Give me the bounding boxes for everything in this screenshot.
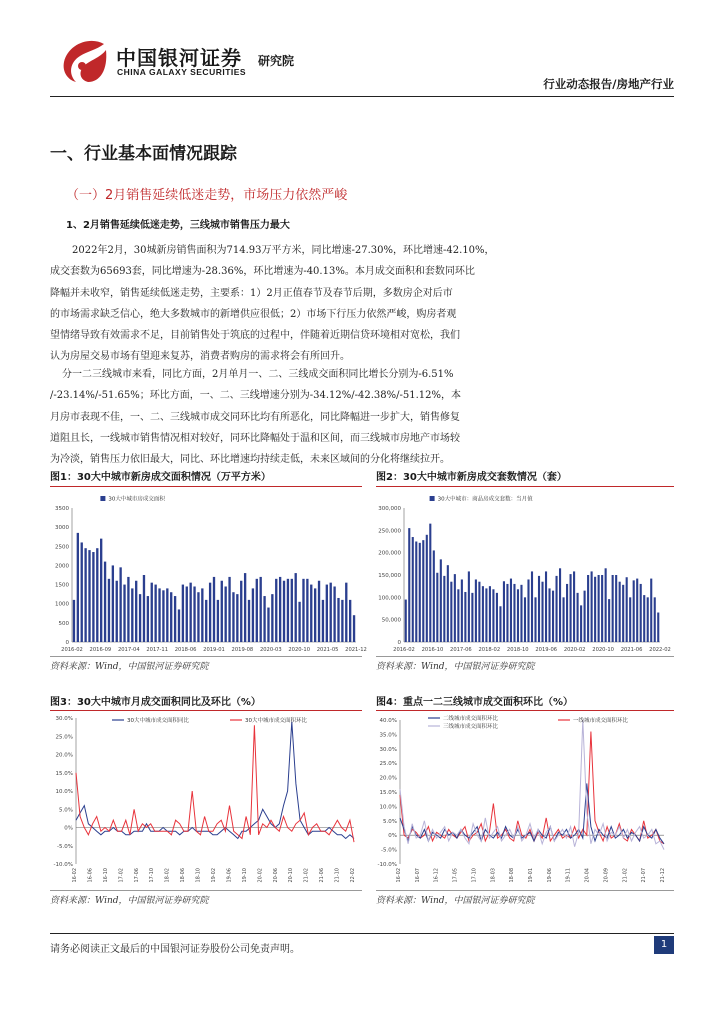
bar	[209, 583, 211, 642]
bar	[408, 528, 410, 642]
bar	[510, 579, 512, 642]
bar	[426, 535, 428, 642]
bar	[552, 591, 554, 642]
x-tick-label: 20-06	[272, 868, 279, 883]
bar	[213, 577, 215, 642]
bar	[337, 598, 339, 642]
bar	[570, 574, 572, 642]
bar	[471, 593, 473, 642]
x-tick-label: 2019-06	[535, 647, 558, 653]
bar	[186, 586, 188, 642]
bar	[81, 542, 83, 642]
legend-swatch	[100, 496, 105, 501]
y-tick-label: 2000	[55, 563, 69, 570]
bar	[306, 579, 308, 642]
bar	[534, 597, 536, 642]
x-tick-label: 21-02	[622, 868, 629, 883]
x-tick-label: 16-07	[414, 868, 421, 883]
x-tick-label: 18-10	[195, 868, 202, 883]
y-tick-label: 5.0%	[59, 807, 73, 814]
x-tick-label: 16-02	[396, 868, 402, 883]
paragraph-1-line: 认为房屋交易市场有望迎来复苏，消费者购房的需求将会有所回升。	[50, 351, 350, 363]
bar	[457, 589, 459, 642]
bar	[615, 575, 617, 642]
x-tick-label: 2016-02	[393, 647, 415, 653]
page-number: 1	[654, 936, 674, 954]
y-tick-label: 30.0%	[379, 746, 397, 753]
bar	[225, 586, 227, 642]
x-tick-label: 2017-11	[146, 647, 169, 653]
x-tick-label: 2021-05	[316, 647, 339, 653]
x-tick-label: 2017-06	[450, 647, 472, 653]
legend-swatch	[430, 496, 435, 501]
bar	[193, 586, 195, 642]
bar	[302, 579, 304, 642]
bar	[135, 581, 137, 642]
bar	[318, 581, 320, 642]
bar	[405, 600, 407, 642]
chart-4-svg	[376, 712, 674, 888]
bar	[636, 579, 638, 642]
legend-label: 30大中城市成交面积同比	[127, 718, 189, 724]
bar	[84, 548, 86, 642]
x-tick-label: 19-06	[546, 868, 553, 883]
bar	[345, 583, 347, 642]
bar	[127, 577, 129, 642]
bar	[221, 581, 223, 642]
figure-3-source: 资料来源：Wind，中国银河证券研究院	[50, 896, 209, 906]
bar	[283, 581, 285, 642]
bar	[492, 589, 494, 642]
y-tick-label: 5.0%	[383, 818, 397, 825]
y-tick-label: 150,000	[378, 573, 401, 579]
x-tick-label: 17-02	[118, 868, 125, 883]
x-tick-label: 2020-10	[288, 647, 311, 653]
bar	[260, 577, 262, 642]
x-tick-label: 21-06	[319, 868, 326, 883]
paragraph-1-line: 望情绪导致有效需求不足，目前销售处于筑底的过程中，伴随着近期信贷环境相对宽松，我们	[50, 330, 460, 342]
figure-1-rule	[50, 486, 362, 487]
legend-label: 30大中城市成交面积环比	[245, 718, 307, 724]
bar	[622, 585, 624, 642]
bar	[236, 594, 238, 642]
x-tick-label: 2019-08	[231, 647, 254, 653]
bar	[271, 594, 273, 642]
bar	[252, 588, 254, 642]
x-tick-label: 20-09	[603, 868, 610, 883]
bar	[326, 585, 328, 642]
x-tick-label: 20-04	[584, 868, 591, 883]
bar	[559, 568, 561, 642]
paragraph-1-line: 降幅并未收窄，销售延续低迷走势，主要系：1）2月正值春节及春节后期，多数房企对后市	[50, 287, 453, 299]
bar	[415, 542, 417, 643]
bar	[594, 577, 596, 642]
bar	[275, 579, 277, 642]
figure-2-source: 资料来源：Wind，中国银河证券研究院	[376, 662, 535, 672]
x-tick-label: 19-11	[565, 868, 572, 883]
chart-1	[50, 488, 367, 656]
y-tick-label: 3500	[55, 506, 69, 512]
bar	[182, 585, 184, 642]
bar	[116, 581, 118, 642]
bar	[166, 588, 168, 642]
x-tick-label: 17-05	[452, 868, 459, 883]
bar	[577, 593, 579, 642]
x-tick-label: 21-10	[334, 868, 341, 883]
bar	[598, 575, 600, 642]
y-tick-label: 500	[58, 620, 69, 627]
chart-3	[50, 712, 362, 888]
bar	[240, 581, 242, 642]
y-tick-label: 15.0%	[379, 790, 397, 796]
y-tick-label: 40.0%	[379, 718, 397, 724]
y-tick-label: 50,000	[381, 617, 401, 624]
bar	[626, 577, 628, 642]
x-tick-label: 18-08	[509, 868, 516, 883]
y-tick-label: 0	[65, 640, 69, 646]
bar	[314, 588, 316, 642]
bar	[650, 579, 652, 642]
bar	[330, 583, 332, 642]
bar	[640, 584, 642, 642]
bar	[412, 537, 414, 642]
x-tick-label: 2021-12	[345, 647, 367, 653]
bar	[647, 597, 649, 642]
x-tick-label: 2018-10	[506, 647, 529, 653]
series-line-2	[76, 725, 354, 842]
bar	[244, 573, 246, 642]
bar	[643, 595, 645, 642]
bar	[178, 609, 180, 642]
bar	[503, 581, 505, 642]
bar	[154, 585, 156, 642]
bar	[205, 600, 207, 642]
y-tick-label: 25.0%	[379, 761, 397, 768]
x-tick-label: 2017-04	[117, 647, 140, 653]
y-tick-label: 20.0%	[379, 775, 397, 782]
bar	[566, 584, 568, 642]
bar	[419, 543, 421, 642]
y-tick-label: -5.0%	[381, 847, 397, 854]
bar	[496, 593, 498, 642]
x-tick-label: 2021-06	[620, 647, 643, 653]
legend-label: 二线城市成交面积环比	[443, 716, 499, 722]
bar	[587, 575, 589, 642]
figure-1-bottom-rule	[50, 656, 362, 657]
bar	[310, 585, 312, 642]
bar	[422, 540, 424, 642]
y-tick-label: 1500	[55, 582, 69, 589]
footer-divider	[50, 933, 674, 934]
x-tick-label: 2018-06	[174, 647, 197, 653]
bar	[657, 613, 659, 642]
bar	[287, 579, 289, 642]
x-tick-label: 19-02	[211, 868, 217, 883]
bar	[475, 579, 477, 642]
bar	[353, 615, 355, 642]
x-tick-label: 19-10	[241, 868, 248, 883]
x-tick-label: 18-02	[164, 868, 171, 883]
bar	[633, 580, 635, 642]
bar	[123, 585, 125, 642]
legend-label: 30大中城市：商品房成交套数：当月值	[437, 496, 533, 503]
x-tick-label: 20-02	[257, 868, 264, 883]
bar	[545, 571, 547, 642]
bar	[88, 550, 90, 642]
x-tick-label: 2022-02	[649, 647, 671, 653]
bar	[478, 582, 480, 642]
bar	[298, 602, 300, 642]
bar	[333, 586, 335, 642]
y-tick-label: 10.0%	[379, 804, 397, 811]
paragraph-1-line: 2022年2月，30城新房销售面积为714.93万平方米，同比增速-27.30%，环比增速-42.10%，	[72, 245, 495, 256]
y-tick-label: 25.0%	[55, 734, 73, 741]
bar	[436, 573, 438, 642]
bar	[267, 608, 269, 642]
figure-1-source: 资料来源：Wind，中国银河证券研究院	[50, 662, 209, 672]
footer-disclaimer: 请务必阅读正文最后的中国银河证券股份公司免责声明。	[50, 944, 300, 955]
bar	[104, 562, 106, 642]
x-tick-label: 21-07	[641, 868, 648, 883]
y-tick-label: 2500	[55, 544, 69, 551]
bar	[429, 524, 431, 642]
paragraph-1	[50, 240, 674, 368]
x-tick-label: 2016-10	[421, 647, 444, 653]
x-tick-label: 2020-02	[563, 647, 586, 653]
x-tick-label: 16-02	[72, 868, 78, 883]
bar	[612, 575, 614, 642]
bar	[158, 588, 160, 642]
bar	[541, 582, 543, 642]
bar	[513, 584, 515, 642]
bar	[527, 579, 529, 642]
bar	[440, 559, 442, 642]
bar	[108, 579, 110, 642]
x-tick-label: 18-03	[490, 868, 497, 883]
bar	[450, 582, 452, 642]
figure-3-title: 图3：30大中城市月成交面积同比及环比（%）	[50, 697, 261, 708]
bar	[291, 579, 293, 642]
legend-label: 一线城市成交面积环比	[573, 718, 629, 724]
y-tick-label: 300,000	[378, 506, 401, 512]
bar	[295, 573, 297, 642]
series-line-1	[400, 732, 664, 844]
bar	[619, 582, 621, 642]
bar	[605, 568, 607, 642]
x-tick-label: 17-06	[133, 868, 140, 883]
y-tick-label: 20.0%	[55, 752, 73, 759]
paragraph-1-line: 的市场需求缺乏信心，绝大多数城市的新增供应很低；2）市场下行压力依然严峻，购房者观	[50, 308, 457, 320]
x-tick-label: 19-06	[226, 868, 233, 883]
figure-4-bottom-rule	[376, 890, 674, 891]
bar	[443, 576, 445, 642]
x-tick-label: 2020-10	[592, 647, 614, 653]
x-tick-label: 16-12	[433, 868, 440, 883]
bar	[461, 579, 463, 642]
bar	[591, 571, 593, 642]
bar	[263, 596, 265, 642]
bar	[201, 588, 203, 642]
series-line-3	[400, 720, 664, 850]
y-tick-label: 1000	[55, 601, 69, 608]
bar	[151, 583, 153, 642]
bar	[499, 606, 501, 642]
x-tick-label: 19-01	[528, 868, 534, 883]
bar	[228, 577, 230, 642]
bar	[131, 588, 133, 642]
legend-label: 30大中城市房成交面积	[108, 496, 165, 503]
bar	[256, 579, 258, 642]
chart-3-svg	[50, 712, 362, 888]
bar	[482, 586, 484, 642]
x-tick-label: 2018-02	[478, 647, 501, 653]
bar	[447, 565, 449, 642]
y-tick-label: 3000	[55, 525, 69, 532]
bar	[92, 552, 94, 642]
y-tick-label: -10.0%	[53, 862, 73, 868]
bar	[73, 600, 75, 642]
bar	[506, 584, 508, 642]
galaxy-logo-icon	[60, 38, 110, 84]
figure-2-rule	[376, 486, 674, 487]
bar	[485, 588, 487, 642]
bar	[349, 600, 351, 642]
logo-english-name: CHINA GALAXY SECURITIES	[117, 67, 247, 77]
bar	[520, 585, 522, 642]
bar	[654, 597, 656, 642]
bar	[573, 571, 575, 642]
figure-1-title: 图1：30大中城市新房成交面积情况（万平方米）	[50, 472, 271, 483]
x-tick-label: 21-12	[660, 868, 666, 883]
chart-2	[376, 488, 674, 656]
bar	[96, 548, 98, 642]
x-tick-label: 2019-01	[203, 647, 225, 653]
bar	[174, 596, 176, 642]
bar	[189, 583, 191, 642]
y-tick-label: 35.0%	[379, 732, 397, 739]
x-tick-label: 2020-03	[259, 647, 282, 653]
logo-subtitle: 研究院	[258, 54, 295, 68]
chart-2-svg	[376, 488, 674, 656]
figure-4-rule	[376, 710, 674, 711]
x-tick-label: 21-02	[303, 868, 310, 883]
point-title: 1、2月销售延续低迷走势，三线城市销售压力最大	[66, 220, 290, 231]
y-tick-label: -10.0%	[377, 862, 397, 868]
paragraph-2-line: 分一二三线城市来看，同比方面，2月单月一、二、三线成交面积同比增长分别为-6.51%	[62, 369, 454, 380]
report-type: 行业动态报告/房地产行业	[543, 77, 674, 91]
paragraph-2	[50, 364, 674, 470]
y-tick-label: 100,000	[378, 595, 401, 602]
bar	[147, 596, 149, 642]
chart-4	[376, 712, 674, 888]
bar	[601, 575, 603, 642]
header-divider	[50, 96, 674, 97]
paragraph-1-line: 成交套数为65693套，同比增速为-28.36%，环比增速为-40.13%。本月成交面积和套数同环比	[50, 266, 475, 278]
x-tick-label: 22-02	[350, 868, 356, 883]
x-tick-label: 20-10	[288, 868, 295, 883]
y-tick-label: 10.0%	[55, 789, 73, 795]
section-title: 一、行业基本面情况跟踪	[50, 144, 237, 164]
y-tick-label: 0%	[64, 825, 73, 832]
figure-3-rule	[50, 710, 362, 711]
y-tick-label: 250,000	[378, 528, 401, 535]
bar	[555, 576, 557, 642]
bar	[563, 597, 565, 642]
bar	[139, 594, 141, 642]
legend-label: 三线城市成交面积环比	[443, 724, 499, 730]
y-tick-label: 200,000	[378, 550, 401, 557]
bar	[538, 576, 540, 642]
paragraph-2-line: 月房市表现不佳，一、二、三线城市成交同环比均有所恶化，同比降幅进一步扩大，销售修复	[50, 411, 460, 423]
y-tick-label: 0%	[388, 833, 397, 840]
bar	[341, 600, 343, 642]
x-tick-label: 18-06	[180, 868, 187, 883]
bar	[248, 600, 250, 642]
paragraph-2-line: 为冷淡，销售压力依旧最大，同比、环比增速均持续走低，未来区域间的分化将继续拉开。	[50, 454, 450, 466]
x-tick-label: 2016-02	[61, 647, 83, 653]
bar	[77, 533, 79, 642]
bar	[232, 592, 234, 642]
bar	[548, 588, 550, 642]
bar	[279, 577, 281, 642]
bar	[433, 550, 435, 642]
bar	[162, 590, 164, 642]
figure-2-title: 图2：30大中城市新房成交套数情况（套）	[376, 472, 567, 483]
y-tick-label: 15.0%	[55, 770, 73, 777]
bar	[322, 600, 324, 642]
bar	[217, 600, 219, 642]
figure-4-title: 图4：重点一二三线城市成交面积环比（%）	[376, 697, 573, 708]
x-tick-label: 2016-09	[89, 647, 112, 653]
bar	[119, 567, 121, 642]
bar	[608, 599, 610, 642]
x-tick-label: 17-10	[149, 868, 156, 883]
x-tick-label: 16-10	[102, 868, 109, 883]
bar	[524, 597, 526, 642]
paragraph-2-line: 道阻且长，一线城市销售情况相对较好，同环比降幅处于温和区间，而三线城市房地产市场较	[50, 432, 460, 444]
bar	[170, 592, 172, 642]
y-tick-label: -5.0%	[57, 843, 73, 850]
y-tick-label: 0	[397, 640, 401, 646]
bar	[584, 591, 586, 642]
logo-chinese-name: 中国银河证券	[116, 46, 242, 70]
figure-3-bottom-rule	[50, 890, 362, 891]
bar	[464, 592, 466, 642]
bar	[489, 586, 491, 642]
chart-1-svg	[50, 488, 367, 656]
bar	[454, 574, 456, 642]
bar	[468, 571, 470, 642]
bar	[197, 592, 199, 642]
bar	[580, 605, 582, 642]
figure-2-bottom-rule	[376, 656, 674, 657]
x-tick-label: 17-10	[471, 868, 478, 883]
paragraph-2-line: /-23.14%/-51.65%；环比方面，一、二、三线增速分别为-34.12%/-42.38%/-51.12%，本	[50, 390, 462, 402]
bar	[100, 539, 102, 642]
subsection-title: （一）2月销售延续低迷走势，市场压力依然严峻	[66, 188, 348, 203]
y-tick-label: 30.0%	[55, 716, 73, 722]
series-line-1	[76, 722, 354, 839]
bar	[531, 571, 533, 642]
bar	[629, 597, 631, 642]
bar	[112, 565, 114, 642]
x-tick-label: 16-06	[87, 868, 94, 883]
bar	[143, 575, 145, 642]
figure-4-source: 资料来源：Wind，中国银河证券研究院	[376, 896, 535, 906]
bar	[517, 589, 519, 642]
